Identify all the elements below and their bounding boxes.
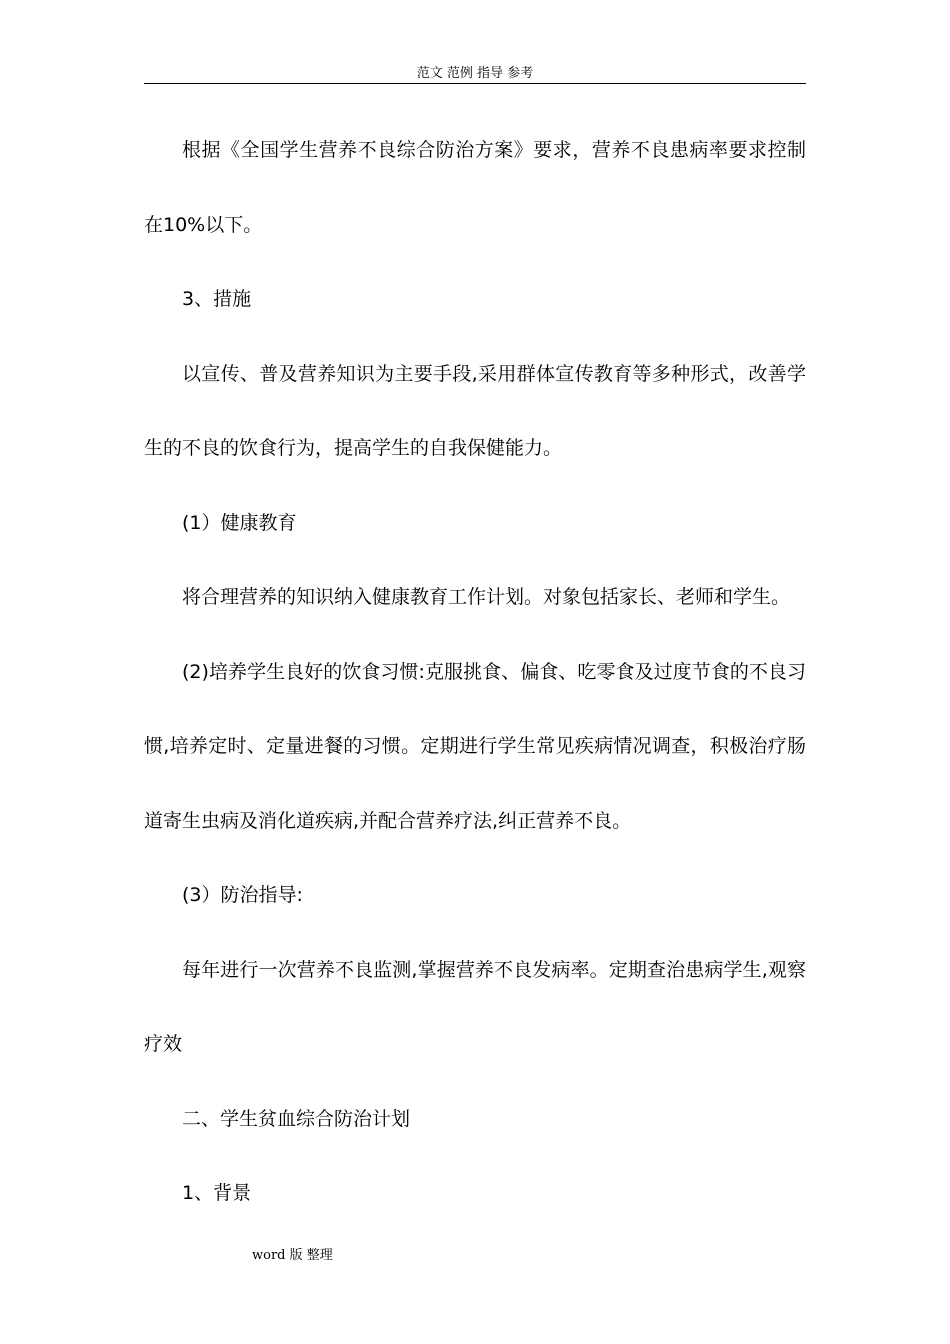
heading-background: 1、背景 <box>182 1182 252 1204</box>
paragraph-measures-intro: 以宣传、普及营养知识为主要手段,采用群体宣传教育等多种形式，改善学生的不良的饮食行为，提高学生的自我保健能力。 <box>144 362 806 459</box>
paragraph-target-rate: 根据《全国学生营养不良综合防治方案》要求，营养不良患病率要求控制在10%以下。 <box>144 139 806 236</box>
paragraph-health-education: 将合理营养的知识纳入健康教育工作计划。对象包括家长、老师和学生。 <box>182 586 791 608</box>
paragraph-monitoring: 每年进行一次营养不良监测,掌握营养不良发病率。定期查治患病学生,观察疗效 <box>144 958 806 1055</box>
paragraph-eating-habits: (2)培养学生良好的饮食习惯:克服挑食、偏食、吃零食及过度节食的不良习惯,培养定时、定量进餐的习惯。定期进行学生常见疾病情况调查，积极治疗肠道寄生虫病及消化道疾病,并配合营养疗法,纠正营养不良。 <box>144 660 806 832</box>
heading-anemia-plan: 二、学生贫血综合防治计划 <box>182 1107 411 1130</box>
heading-measures: 3、措施 <box>182 288 252 310</box>
page-footer: word 版 整理 <box>252 1248 333 1263</box>
page-header: 范文 范例 指导 参考 <box>416 66 534 81</box>
heading-health-education: (1）健康教育 <box>182 511 297 534</box>
document-body <box>144 0 806 1231</box>
heading-prevention-guidance: (3）防治指导: <box>182 884 303 906</box>
